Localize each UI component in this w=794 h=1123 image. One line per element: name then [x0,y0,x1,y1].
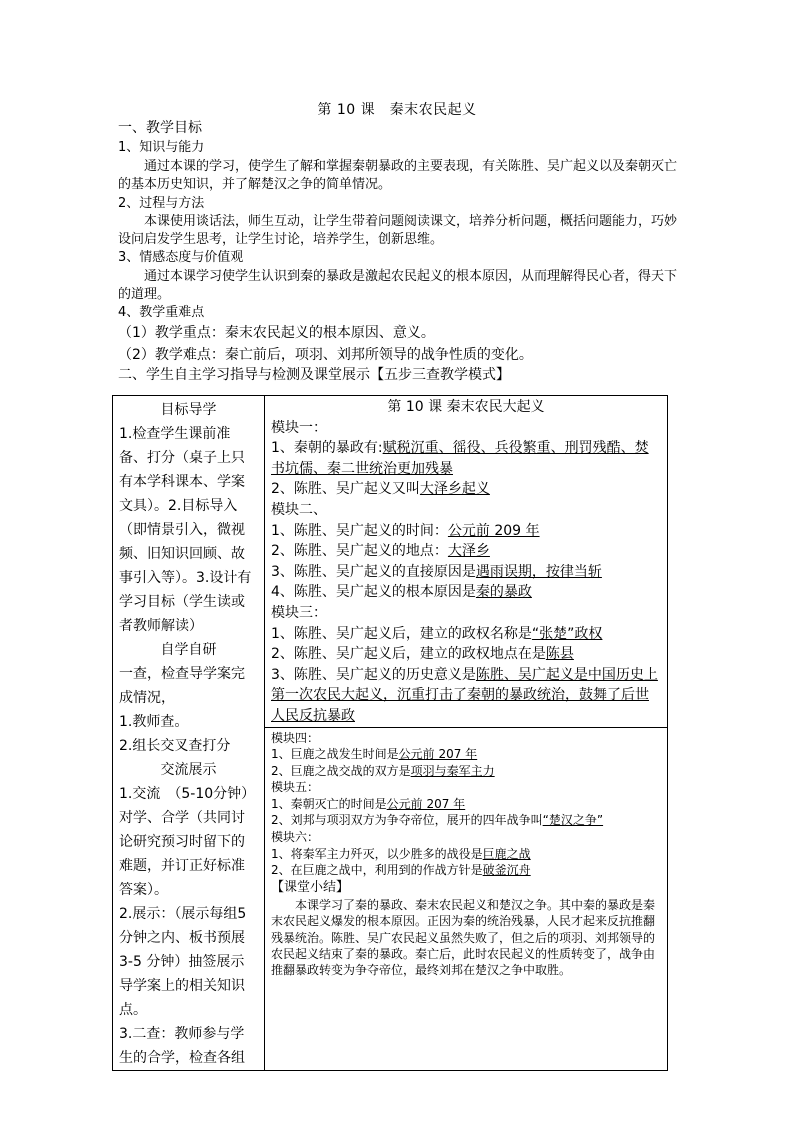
module1-label: 模块一： [271,419,327,436]
module1-item1 [271,438,661,479]
module2-item4 [271,582,661,603]
process-text: 本课使用谈话法，师生互动，让学生带着问题阅读课文，培养分析问题，概括问题能力，巧妙设问启发学生思考，让学生讨论，培养学生，创新思维。 [118,214,678,247]
left-heading-goal: 目标导学 [160,402,217,418]
answer-text: 陈县 [545,646,574,663]
answer-text: “楚汉之争” [542,813,604,828]
module4-item1 [271,746,661,763]
knowledge-text: 通过本课的学习，使学生了解和掌握秦朝暴政的主要表现，有关陈胜、吴广起义以及秦朝灭亡的基本历史知识，并了解楚汉之争的简单情况。 [118,159,678,192]
module6-item1 [271,846,661,863]
hard-point: （2）教学难点：秦亡前后，项羽、刘邦所领导的战争性质的变化。 [118,347,533,363]
answer-text: 秦的暴政 [475,584,532,601]
right-top-cell [265,396,668,728]
right-bottom-cell [265,727,668,1071]
lesson-title: 第 10 课 秦末农民起义 [317,102,477,118]
answer-text: 遇雨误期，按律当斩 [475,563,602,580]
left-text-goal: 1.检查学生课前准备、打分（桌子上只有本学科课本、学案文具）。2.目标导入（即情景引入，微视频、旧知识回顾、故事引入等）。3.设计有学习目标（学生读或者教师解读） [119,426,252,634]
table-lesson-heading: 第 10 课 秦末农民大起义 [387,399,545,415]
question-text: 1、将秦军主力歼灭，以少胜多的战役是 [271,846,483,861]
answer-text: 陈胜、吴广起义是中国历史上第一次农民大起义，沉重打击了秦朝的暴政统治，鼓舞了后世人民反抗暴政 [271,666,658,724]
module2-item2 [271,541,661,562]
module5-item2 [271,812,661,829]
objectives-heading: 一、教学目标 [118,120,202,136]
module5-item1 [271,796,661,813]
question-text: 3、陈胜、吴广起义的直接原因是 [271,563,476,580]
question-text: 2、巨鹿之战交战的双方是 [271,763,411,778]
module4-item2 [271,763,661,780]
answer-text: 大泽乡 [447,543,490,560]
knowledge-heading: 1、知识与能力 [118,140,205,155]
lesson-table [112,395,668,1071]
question-text: 1、陈胜、吴广起义的时间： [271,522,448,539]
module3-item1 [271,624,661,645]
question-text: 3、陈胜、吴广起义的历史意义是 [271,666,476,683]
answer-text: 巨鹿之战 [482,846,531,861]
answer-text: 公元前 209 年 [447,522,540,539]
summary-heading: 【课堂小结】 [271,879,350,895]
emotion-heading: 3、情感态度与价值观 [118,250,244,265]
answer-text: 赋税沉重、徭役、兵役繁重、刑罚残酷、焚书坑儒、秦二世统治更加残暴 [271,440,649,477]
module2-label: 模块二、 [271,501,327,518]
question-text: 2、陈胜、吴广起义后，建立的政权地点在是 [271,646,546,663]
process-heading: 2、过程与方法 [118,196,205,211]
section2-heading: 二、学生自主学习指导与检测及课堂展示【五步三查教学模式】 [118,367,510,383]
key-point: （1）教学重点：秦末农民起义的根本原因、意义。 [118,325,435,341]
left-text-teacher-check: 1.教师查。 [119,714,189,730]
answer-text: “张楚”政权 [531,625,603,642]
answer-text: 破釜沉舟 [482,863,531,878]
question-text: 1、巨鹿之战发生时间是 [271,747,399,762]
module3-item3 [271,665,661,727]
left-heading-selfstudy: 自学自研 [160,642,217,658]
answer-text: 项羽与秦军主力 [410,763,495,778]
difficulty-heading: 4、教学重难点 [118,305,205,320]
module2-item1 [271,521,661,542]
question-text: 2、在巨鹿之战中，利用到的作战方针是 [271,863,483,878]
summary-text: 本课学习了秦的暴政、秦末农民起义和楚汉之争。其中秦的暴政是秦末农民起义爆发的根本原因。正因为秦的统治残暴，人民才起来反抗推翻残暴统治。陈胜、吴广农民起义虽然失败了，但之后的项羽、刘邦领导的农民起义结束了秦的暴政。秦亡后，此时农民起义的性质转变了，战争由推翻暴政转变为争夺帝位，最终刘邦在楚汉之争中取胜。 [271,897,656,978]
answer-text: 公元前 207 年 [386,796,466,811]
module5-label: 模块五： [271,780,320,795]
left-text-leader-check: 2.组长交叉查打分 [119,738,231,754]
left-text-second-check: 3.二查：教师参与学生的合学，检查各组 [119,1026,245,1066]
module3-label: 模块三： [271,604,327,621]
left-text-display: 2.展示：（展示每组5分钟之内、板书预展 3-5 分钟）抽签展示导学案上的相关知识点。 [119,906,247,1018]
left-heading-exchange: 交流展示 [160,762,217,778]
question-text: 2、刘邦与项羽双方为争夺帝位，展开的四年战争叫 [271,813,543,828]
answer-text: 大泽乡起义 [419,481,490,498]
module6-item2 [271,862,661,879]
module1-item2 [271,479,661,500]
left-text-check: 一查，检查导学案完成情况， [119,666,245,706]
module4-label: 模块四： [271,730,320,745]
module3-item2 [271,644,661,665]
answer-text: 公元前 207 年 [398,747,478,762]
module2-item3 [271,562,661,583]
emotion-text: 通过本课学习使学生认识到秦的暴政是激起农民起义的根本原因，从而理解得民心者，得天下的道理。 [118,269,678,302]
question-text: 4、陈胜、吴广起义的根本原因是 [271,584,476,601]
left-column [113,396,265,1071]
module6-label: 模块六： [271,830,320,845]
question-text: 2、陈胜、吴广起义的地点： [271,543,448,560]
left-text-exchange: 1.交流 （5-10分钟）对学、合学（共同讨论研究预习时留下的难题，并订正好标准答案）。 [119,786,256,898]
question-text: 1、秦朝灭亡的时间是 [271,796,387,811]
question-text: 1、秦朝的暴政有: [271,440,383,457]
question-text: 1、陈胜、吴广起义后，建立的政权名称是 [271,625,532,642]
question-text: 2、陈胜、吴广起义又叫 [271,481,420,498]
